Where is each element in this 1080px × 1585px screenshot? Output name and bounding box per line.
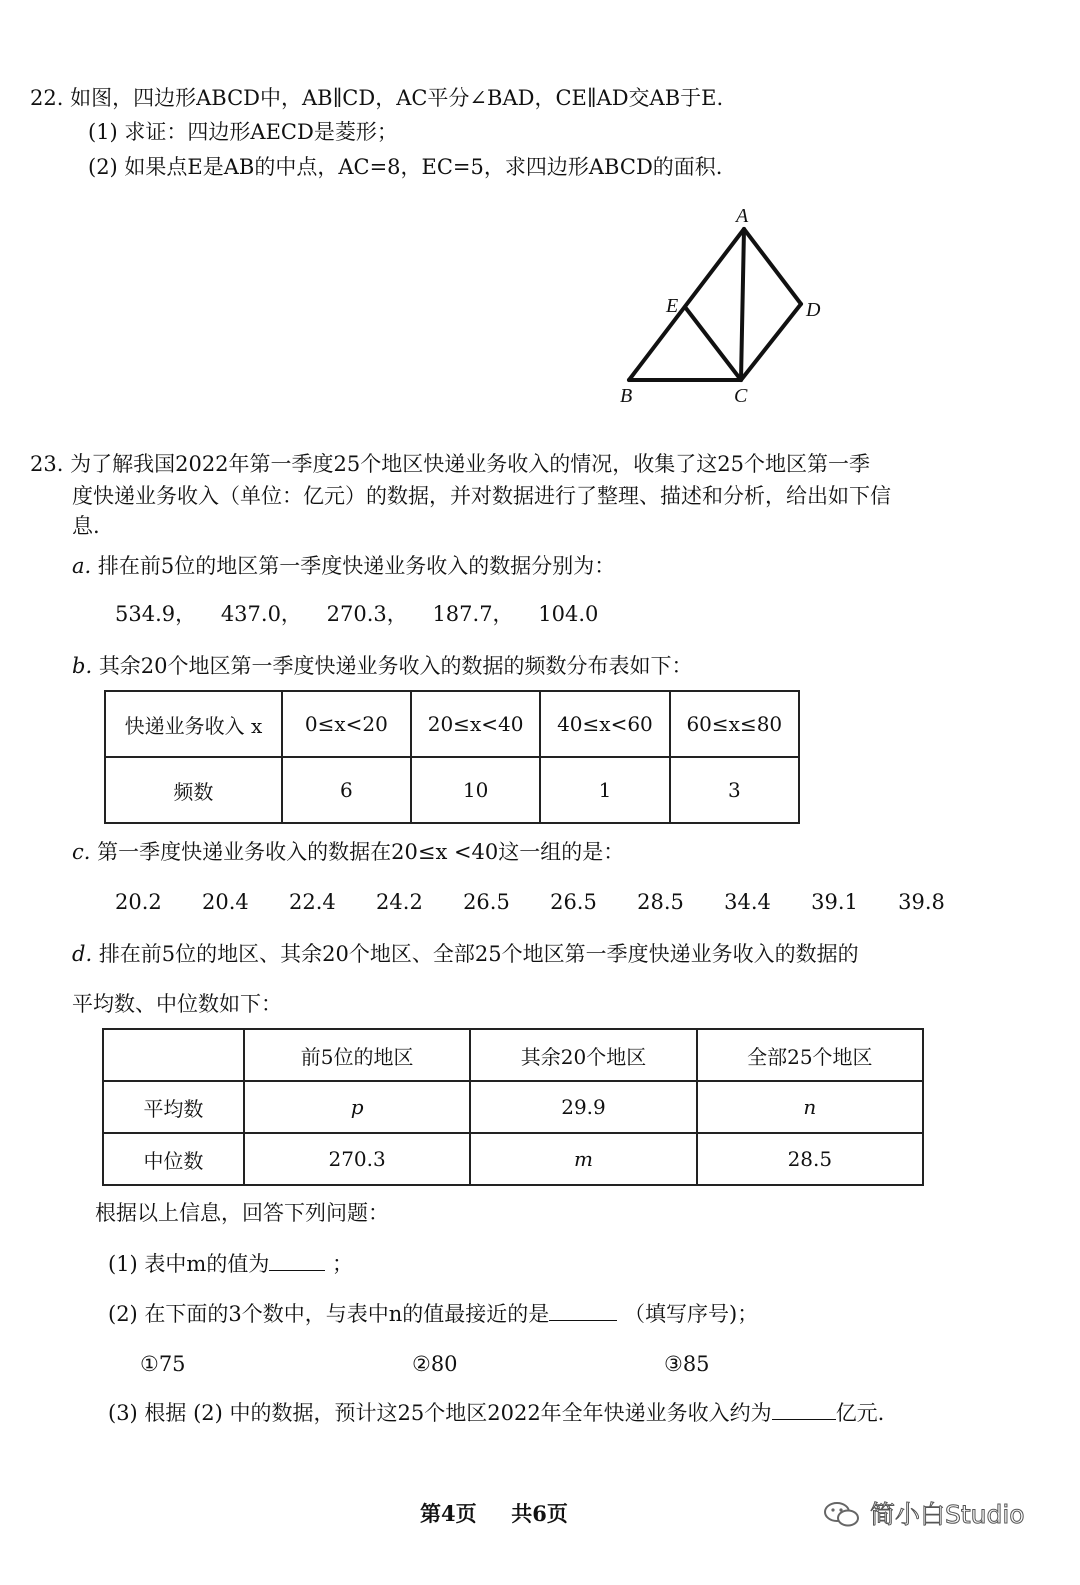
- stats-table: [102, 1028, 924, 1186]
- top5-value: 534.9，: [115, 602, 197, 626]
- q23-item-a: [72, 552, 615, 580]
- subquestion-2-text: (2) 在下面的3个数中，与表中n的值最接近的是: [108, 1302, 550, 1326]
- table-cell: 28.5: [697, 1133, 923, 1185]
- answer-blank-3[interactable]: [772, 1399, 836, 1420]
- table-cell: n: [697, 1081, 923, 1133]
- table-row: [105, 691, 799, 757]
- q22-stem-text: 如图，四边形ABCD中，AB∥CD，AC平分∠BAD，CE∥AD交AB于E.: [70, 86, 724, 110]
- point-label-A: A: [736, 205, 749, 227]
- subquestion-1-text: (1) 表中m的值为: [108, 1252, 270, 1276]
- table-row: [105, 757, 799, 823]
- table-cell: 频数: [105, 757, 282, 823]
- table-cell: 平均数: [103, 1081, 244, 1133]
- top5-value: 270.3，: [326, 602, 408, 626]
- table-cell: 6: [282, 757, 411, 823]
- point-label-D: D: [806, 299, 821, 321]
- answer-blank-1[interactable]: [269, 1250, 325, 1271]
- table-header-cell: 快递业务收入 x: [105, 691, 282, 757]
- group-value: 39.8: [898, 890, 945, 914]
- q22-number: 22.: [30, 86, 64, 110]
- group-value: 26.5: [550, 890, 597, 914]
- group-value: 24.2: [376, 890, 423, 914]
- frequency-table: [104, 690, 800, 824]
- item-d-text: 排在前5位的地区、其余20个地区、全部25个地区第一季度快递业务收入的数据的: [98, 942, 859, 966]
- group-value: 20.2: [115, 890, 162, 914]
- answer-prompt: 根据以上信息，回答下列问题：: [95, 1201, 389, 1225]
- q22-part1: (1) 求证：四边形AECD是菱形；: [88, 120, 398, 144]
- q23-item-d: [72, 940, 859, 968]
- table-header-cell: 其余20个地区: [470, 1029, 696, 1081]
- q23-item-b: [72, 652, 693, 680]
- subquestion-1-end: ；: [332, 1252, 354, 1276]
- group-values: [115, 888, 945, 916]
- wechat-icon: [822, 1500, 862, 1528]
- table-cell: p: [244, 1081, 470, 1133]
- item-c-text: 第一季度快递业务收入的数据在20≤x <40这一组的是：: [97, 840, 625, 864]
- table-row: [103, 1029, 923, 1081]
- top5-values: [115, 600, 598, 628]
- subquestion-3-end: 亿元.: [835, 1401, 885, 1425]
- table-cell: m: [470, 1133, 696, 1185]
- subquestion-2: [108, 1300, 758, 1328]
- q23-intro-line2: 度快递业务收入（单位：亿元）的数据，并对数据进行了整理、描述和分析，给出如下信: [72, 484, 891, 508]
- q23-intro-line3: 息.: [72, 514, 100, 538]
- q23-intro-text1: 为了解我国2022年第一季度25个地区快递业务收入的情况，收集了这25个地区第一季: [70, 452, 870, 476]
- table-cell: 1: [540, 757, 669, 823]
- table-header-cell: 60≤x≤80: [670, 691, 799, 757]
- answer-blank-2[interactable]: [549, 1300, 617, 1321]
- table-row: [103, 1133, 923, 1185]
- table-cell: 中位数: [103, 1133, 244, 1185]
- table-header-cell: 全部25个地区: [697, 1029, 923, 1081]
- group-value: 39.1: [811, 890, 858, 914]
- page-number: 第4页: [420, 1501, 477, 1526]
- group-value: 26.5: [463, 890, 510, 914]
- group-value: 28.5: [637, 890, 684, 914]
- point-label-E: E: [666, 295, 679, 317]
- item-d-text-line2: 平均数、中位数如下：: [72, 992, 282, 1016]
- item-c-label: c.: [72, 840, 91, 864]
- watermark-text: 简小白Studio: [869, 1500, 1025, 1529]
- item-a-text: 排在前5位的地区第一季度快递业务收入的数据分别为：: [97, 554, 616, 578]
- item-b-label: b.: [72, 654, 93, 678]
- segment-AB: [629, 229, 744, 380]
- option-2: ②80: [412, 1352, 458, 1376]
- table-header-cell: 前5位的地区: [244, 1029, 470, 1081]
- table-row: [103, 1081, 923, 1133]
- group-value: 34.4: [724, 890, 771, 914]
- table-header-cell: 20≤x<40: [411, 691, 540, 757]
- group-value: 20.4: [202, 890, 249, 914]
- q22-stem: [30, 84, 723, 112]
- table-cell: 3: [670, 757, 799, 823]
- q22-part2: (2) 如果点E是AB的中点，AC=8，EC=5，求四边形ABCD的面积.: [88, 155, 723, 179]
- subquestion-2-end: （填写序号)；: [624, 1302, 759, 1326]
- group-value: 22.4: [289, 890, 336, 914]
- subquestion-1: [108, 1250, 353, 1278]
- option-1: ①75: [140, 1352, 186, 1376]
- segment-DA: [744, 229, 801, 304]
- option-3: ③85: [664, 1352, 710, 1376]
- q23-intro-line1: [30, 450, 870, 478]
- geometry-figure: [600, 200, 830, 415]
- q23-number: 23.: [30, 452, 64, 476]
- table-header-cell: 40≤x<60: [540, 691, 669, 757]
- table-cell: 270.3: [244, 1133, 470, 1185]
- item-b-text: 其余20个地区第一季度快递业务收入的数据的频数分布表如下：: [98, 654, 693, 678]
- table-header-cell: 0≤x<20: [282, 691, 411, 757]
- top5-value: 437.0，: [220, 602, 302, 626]
- page-total: 共6页: [511, 1501, 568, 1526]
- subquestion-3-text: (3) 根据 (2) 中的数据，预计这25个地区2022年全年快递业务收入约为: [108, 1401, 772, 1425]
- table-header-cell: [103, 1029, 244, 1081]
- segment-CD: [741, 304, 801, 380]
- point-label-C: C: [734, 385, 748, 407]
- page-footer: [420, 1500, 568, 1528]
- top5-value: 187.7，: [432, 602, 514, 626]
- item-a-label: a.: [72, 554, 92, 578]
- table-cell: 29.9: [470, 1081, 696, 1133]
- subquestion-3: [108, 1399, 884, 1427]
- top5-value: 104.0: [538, 602, 599, 626]
- point-label-B: B: [620, 385, 633, 407]
- segment-EC: [685, 307, 741, 380]
- watermark: [822, 1500, 1025, 1530]
- item-d-label: d.: [72, 942, 93, 966]
- segment-AC: [741, 229, 744, 380]
- q23-item-c: [72, 838, 624, 866]
- table-cell: 10: [411, 757, 540, 823]
